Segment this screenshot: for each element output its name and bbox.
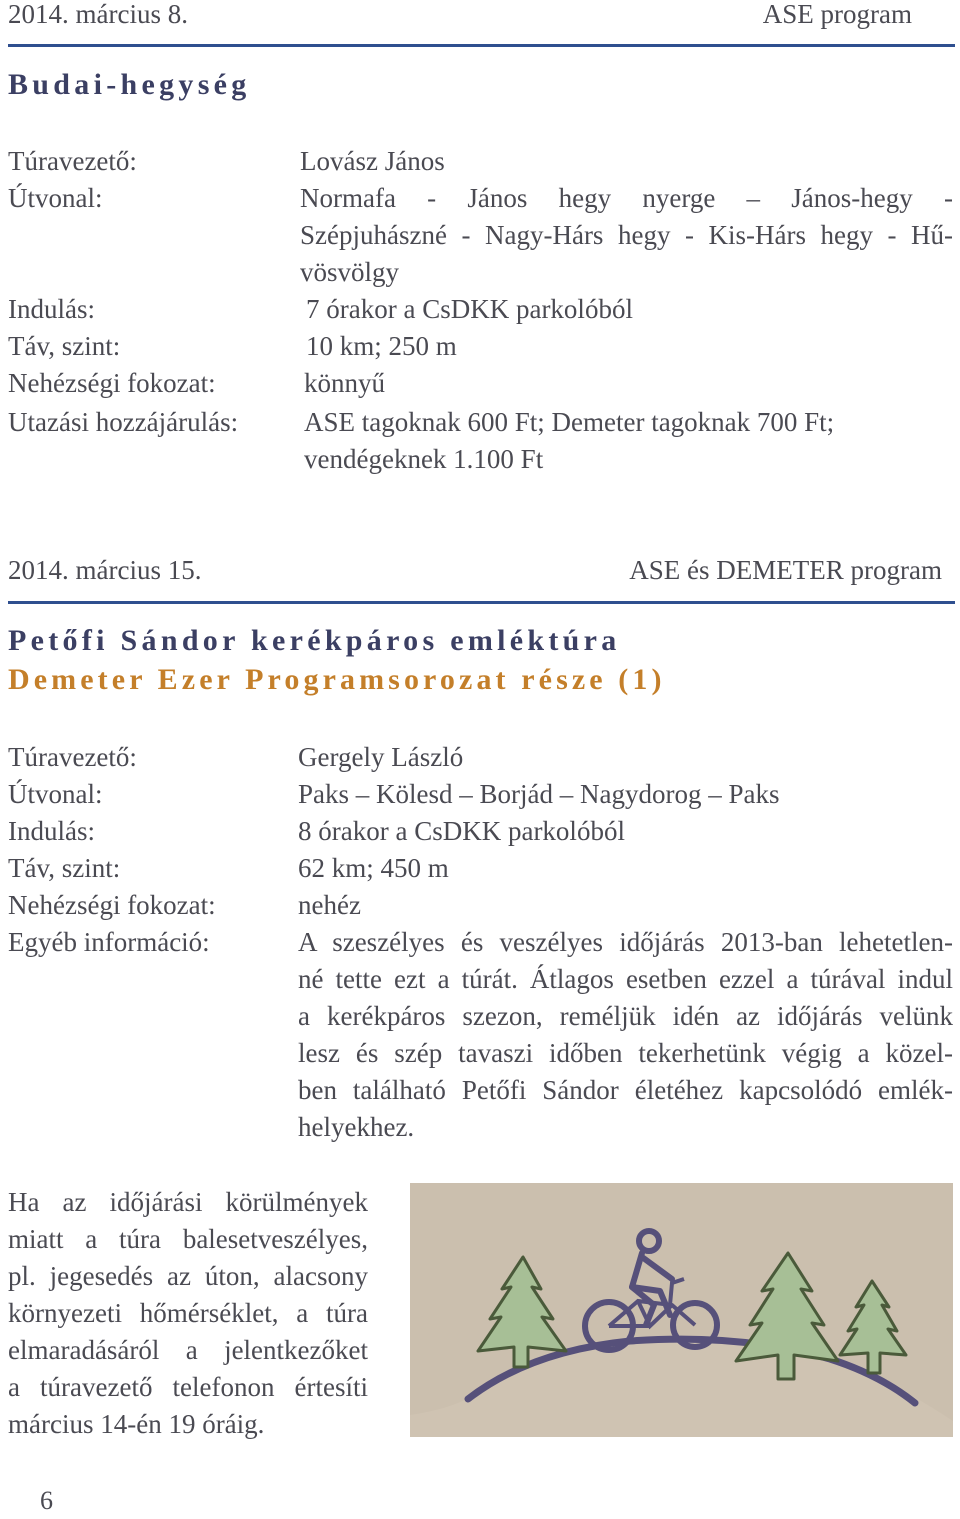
note-line4: környezeti hőmérséklet, a túra	[8, 1298, 368, 1328]
route2-value: Paks – Kölesd – Borjád – Nagydorog – Paks	[298, 779, 780, 809]
distance-label: Táv, szint:	[8, 331, 121, 361]
info-line3: a kerékpáros szezon, reméljük idén az időjárás velünk	[298, 1001, 953, 1031]
start2-value: 8 órakor a CsDKK parkolóból	[298, 816, 625, 846]
section1-date: 2014. március 8.	[8, 0, 188, 29]
guide2-value: Gergely László	[298, 742, 464, 772]
distance2-label: Táv, szint:	[8, 853, 121, 883]
route-value-line3: vösvölgy	[300, 257, 400, 287]
section1-program: ASE program	[762, 0, 912, 29]
difficulty2-label: Nehézségi fokozat:	[8, 890, 216, 920]
route-value-line2: Szépjuhászné - Nagy-Hárs hegy - Kis-Hárs hegy - Hű-	[300, 220, 953, 250]
section2-subtitle: Demeter Ezer Programsorozat része (1)	[8, 663, 666, 696]
difficulty2-value: nehéz	[298, 890, 361, 920]
page-number: 6	[40, 1486, 53, 1515]
note-line6: a túravezető telefonon értesíti	[8, 1372, 368, 1402]
fee-value-line2: vendégeknek 1.100 Ft	[304, 444, 544, 474]
section1-rule	[8, 44, 955, 47]
info-line1: A szeszélyes és veszélyes időjárás 2013-ban lehetetlen-	[298, 927, 953, 957]
distance-value: 10 km; 250 m	[306, 331, 457, 361]
section2-date: 2014. március 15.	[8, 555, 202, 585]
cyclist-illustration	[410, 1183, 953, 1437]
info-line2: né tette ezt a túrát. Átlagos esetben ezzel a túrával indul	[298, 964, 953, 994]
difficulty-label: Nehézségi fokozat:	[8, 368, 216, 398]
start-value: 7 órakor a CsDKK parkolóból	[306, 294, 633, 324]
section1-title: Budai-hegység	[8, 68, 251, 101]
section2-rule	[8, 601, 955, 604]
route-label: Útvonal:	[8, 183, 103, 213]
difficulty-value: könnyű	[304, 368, 385, 398]
start2-label: Indulás:	[8, 816, 95, 846]
note-line7: március 14-én 19 óráig.	[8, 1409, 265, 1439]
note-line3: pl. jegesedés az úton, alacsony	[8, 1261, 368, 1291]
info-line5: ben található Petőfi Sándor életéhez kapcsolódó emlék-	[298, 1075, 953, 1105]
route-value-line1: Normafa - János hegy nyerge – János-hegy -	[300, 183, 953, 213]
note-line2: miatt a túra balesetveszélyes,	[8, 1224, 368, 1254]
guide2-label: Túravezető:	[8, 742, 137, 772]
info-line4: lesz és szép tavaszi időben tekerhetünk végig a közel-	[298, 1038, 953, 1068]
start-label: Indulás:	[8, 294, 95, 324]
route2-label: Útvonal:	[8, 779, 103, 809]
info-label: Egyéb információ:	[8, 927, 210, 957]
fee-value-line1: ASE tagoknak 600 Ft; Demeter tagoknak 700 Ft;	[304, 407, 835, 437]
note-line1: Ha az időjárási körülmények	[8, 1187, 368, 1217]
section2-program: ASE és DEMETER program	[629, 555, 942, 585]
fee-label: Utazási hozzájárulás:	[8, 407, 239, 437]
info-line6: helyekhez.	[298, 1112, 415, 1142]
distance2-value: 62 km; 450 m	[298, 853, 449, 883]
note-line5: elmaradásáról a jelentkezőket	[8, 1335, 368, 1365]
section2-title: Petőfi Sándor kerékpáros emléktúra	[8, 624, 621, 657]
guide-value: Lovász János	[300, 146, 445, 176]
guide-label: Túravezető:	[8, 146, 137, 176]
